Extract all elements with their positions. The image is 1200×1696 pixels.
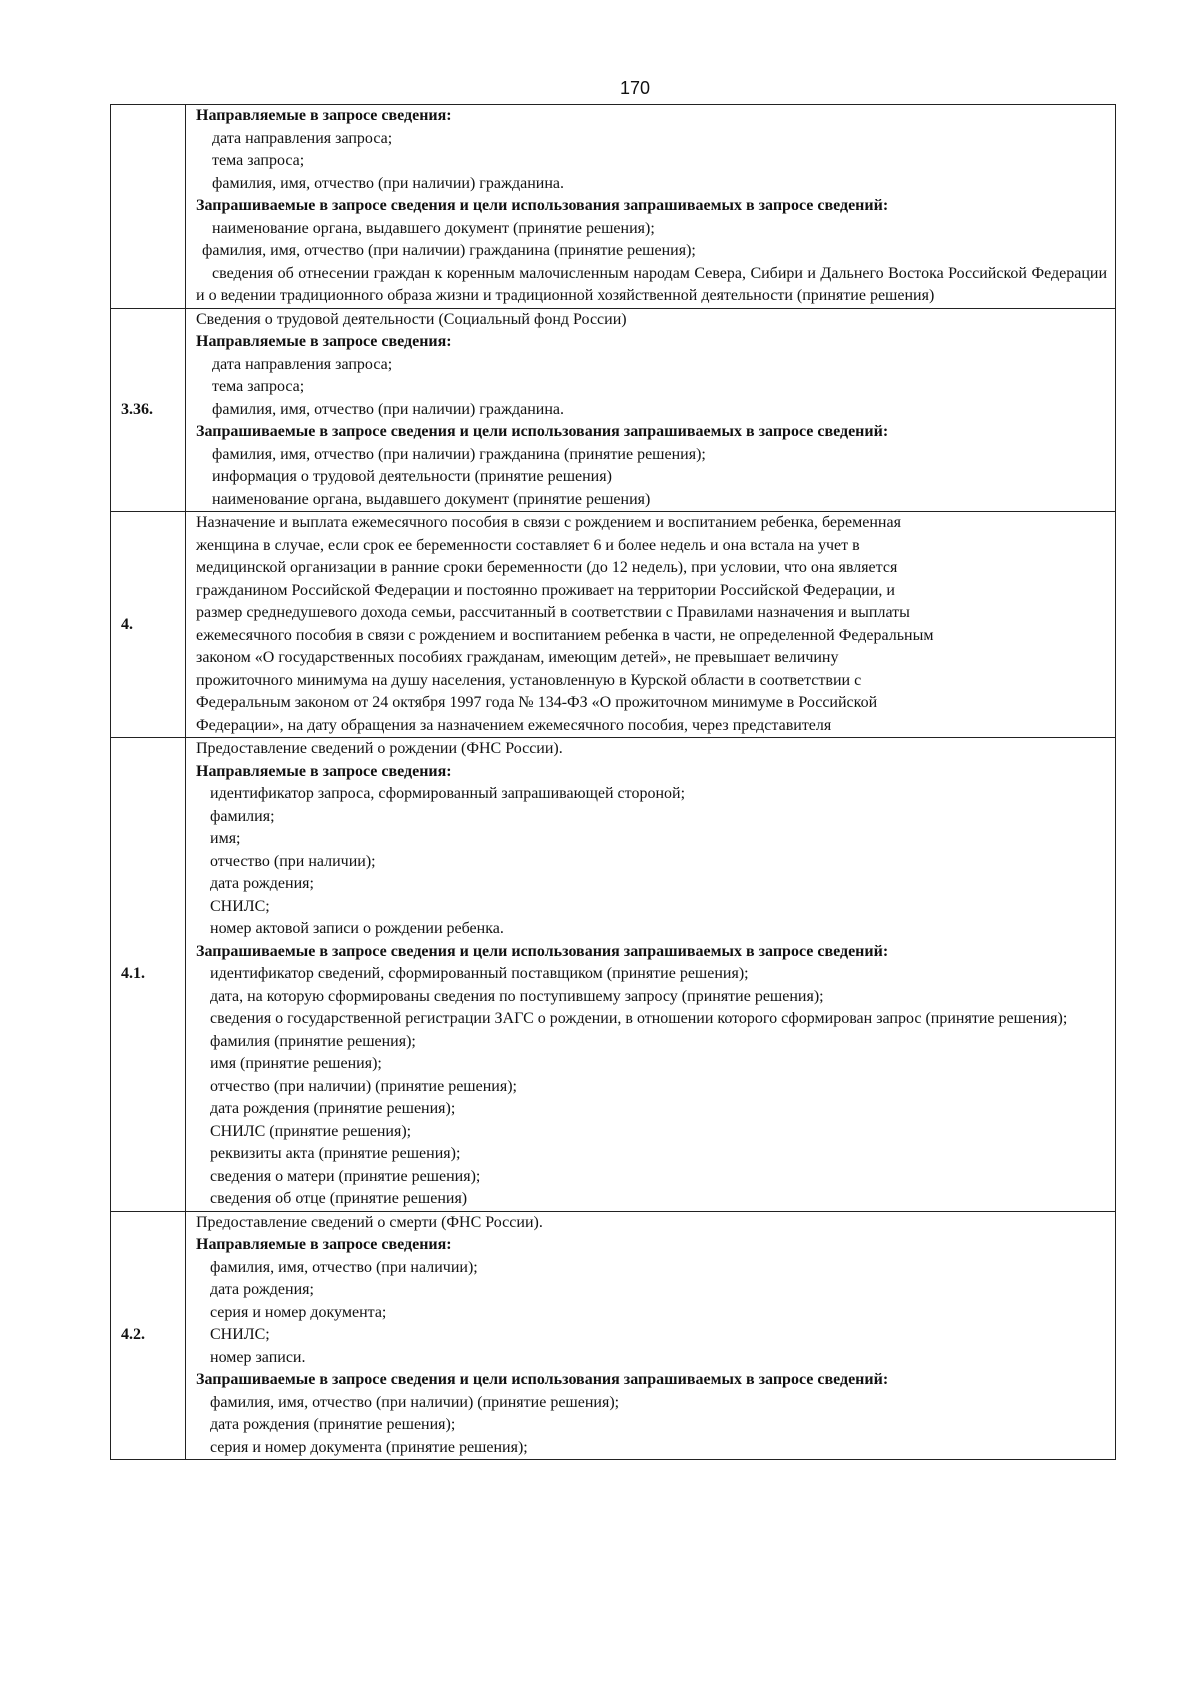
section-heading: Направляемые в запросе сведения:	[196, 107, 452, 124]
text-line: серия и номер документа (принятие решения);	[210, 1438, 528, 1456]
text-line: медицинской организации в ранние сроки беременности (до 12 недель), при условии, что она является	[196, 559, 898, 576]
table-row	[111, 308, 1116, 512]
text-line: ежемесячного пособия в связи с рождением и воспитанием ребенка в части, не определенной Федеральным	[196, 626, 934, 644]
text-line: фамилия (принятие решения);	[210, 1032, 416, 1050]
table-row	[111, 105, 1116, 309]
text-line: Сведения о трудовой деятельности (Социальный фонд России)	[196, 310, 627, 328]
page-number: 170	[620, 78, 651, 98]
text-line: СНИЛС (принятие решения);	[210, 1122, 412, 1140]
row-content	[186, 738, 1116, 1212]
text-line: фамилия, имя, отчество (при наличии) (принятие решения);	[210, 1393, 620, 1411]
text-line: фамилия, имя, отчество (при наличии);	[210, 1258, 478, 1276]
text-line: номер актовой записи о рождении ребенка.	[210, 920, 504, 937]
text-line: реквизиты акта (принятие решения);	[210, 1145, 461, 1162]
text-line: размер среднедушевого дохода семьи, рассчитанный в соответствии с Правилами назначения и выплаты	[196, 604, 910, 621]
document-table	[110, 104, 1116, 1460]
text-line: имя;	[210, 830, 241, 847]
table-row	[111, 512, 1116, 738]
row-content	[186, 512, 1116, 738]
text-line: Назначение и выплата ежемесячного пособия в связи с рождением и воспитанием ребенка, беременная	[196, 514, 901, 531]
text-line: номер записи.	[210, 1348, 306, 1366]
table-row	[111, 1211, 1116, 1460]
text-line: серия и номер документа;	[210, 1303, 387, 1321]
section-heading: Запрашиваемые в запросе сведения и цели использования запрашиваемых в запросе сведений:	[196, 197, 889, 214]
text-line: тема запроса;	[212, 378, 305, 395]
row-number: 4.2.	[111, 1211, 186, 1460]
row-number	[111, 105, 186, 309]
text-line: Предоставление сведений о рождении (ФНС России).	[196, 740, 563, 757]
text-line: дата рождения;	[210, 875, 314, 892]
text-line: идентификатор запроса, сформированный запрашивающей стороной;	[210, 785, 686, 802]
text-line: сведения об отце (принятие решения)	[210, 1190, 468, 1207]
text-line: Предоставление сведений о смерти (ФНС России).	[196, 1213, 543, 1231]
text-line: фамилия, имя, отчество (при наличии) гражданина (принятие решения);	[202, 242, 696, 259]
text-line: СНИЛС;	[210, 897, 270, 915]
text-line: дата направления запроса;	[212, 129, 393, 147]
row-content	[186, 105, 1116, 309]
row-content	[186, 308, 1116, 512]
text-line: сведения о государственной регистрации ЗАГС о рождении, в отношении которого сформирован запрос (принятие решения);	[210, 1010, 1068, 1027]
row-content	[186, 1211, 1116, 1460]
text-line: тема запроса;	[212, 152, 305, 169]
text-line: фамилия;	[210, 807, 275, 825]
text-line: дата рождения (принятие решения);	[210, 1416, 456, 1433]
text-line: фамилия, имя, отчество (при наличии) гражданина.	[212, 400, 565, 418]
text-line: имя (принятие решения);	[210, 1055, 382, 1072]
text-line: гражданином Российской Федерации и постоянно проживает на территории Российской Федерации, и	[196, 581, 895, 599]
section-heading: Запрашиваемые в запросе сведения и цели использования запрашиваемых в запросе сведений:	[196, 1371, 889, 1388]
section-heading: Запрашиваемые в запросе сведения и цели использования запрашиваемых в запросе сведений:	[196, 942, 889, 960]
text-line: законом «О государственных пособиях гражданам, имеющим детей», не превышает величину	[196, 649, 839, 666]
text-line: прожиточного минимума на душу населения, установленную в Курской области в соответствии с	[196, 671, 862, 689]
text-line: Федеральным законом от 24 октября 1997 года № 134-ФЗ «О прожиточном минимуме в Российской	[196, 694, 878, 711]
text-line: фамилия, имя, отчество (при наличии) гражданина (принятие решения);	[212, 445, 706, 463]
text-line: дата, на которую сформированы сведения по поступившему запросу (принятие решения);	[210, 987, 824, 1005]
row-number: 4.1.	[111, 738, 186, 1212]
text-line: сведения об отнесении граждан к коренным малочисленным народам Севера, Сибири и Дальнего Востока Российской Федерации и о ведении традиционного образа жизни и традиционной хозяйственной деятельности (принятие решения)	[196, 264, 1107, 304]
text-line: фамилия, имя, отчество (при наличии) гражданина.	[212, 174, 565, 192]
section-heading: Направляемые в запросе сведения:	[196, 1236, 452, 1253]
table-row	[111, 738, 1116, 1212]
text-line: СНИЛС;	[210, 1326, 270, 1343]
text-line: сведения о матери (принятие решения);	[210, 1167, 481, 1185]
text-line: информация о трудовой деятельности (принятие решения)	[212, 468, 612, 485]
text-line: дата направления запроса;	[212, 355, 393, 373]
text-line: наименование органа, выдавшего документ (принятие решения);	[212, 219, 655, 237]
text-line: наименование органа, выдавшего документ (принятие решения)	[212, 490, 651, 508]
table-body	[111, 105, 1116, 1460]
text-line: идентификатор сведений, сформированный поставщиком (принятие решения);	[210, 965, 749, 982]
text-line: дата рождения (принятие решения);	[210, 1100, 456, 1117]
section-heading: Запрашиваемые в запросе сведения и цели использования запрашиваемых в запросе сведений:	[196, 423, 889, 440]
section-heading: Направляемые в запросе сведения:	[196, 762, 452, 780]
text-line: Федерации», на дату обращения за назначением ежемесячного пособия, через представителя	[196, 716, 832, 734]
section-heading: Направляемые в запросе сведения:	[196, 333, 452, 350]
text-line: отчество (при наличии);	[210, 852, 376, 870]
text-line: отчество (при наличии) (принятие решения);	[210, 1077, 517, 1095]
row-number: 4.	[111, 512, 186, 738]
text-line: женщина в случае, если срок ее беременности составляет 6 и более недель и она встала на учет в	[196, 536, 860, 554]
text-line: дата рождения;	[210, 1281, 314, 1298]
row-number: 3.36.	[111, 308, 186, 512]
